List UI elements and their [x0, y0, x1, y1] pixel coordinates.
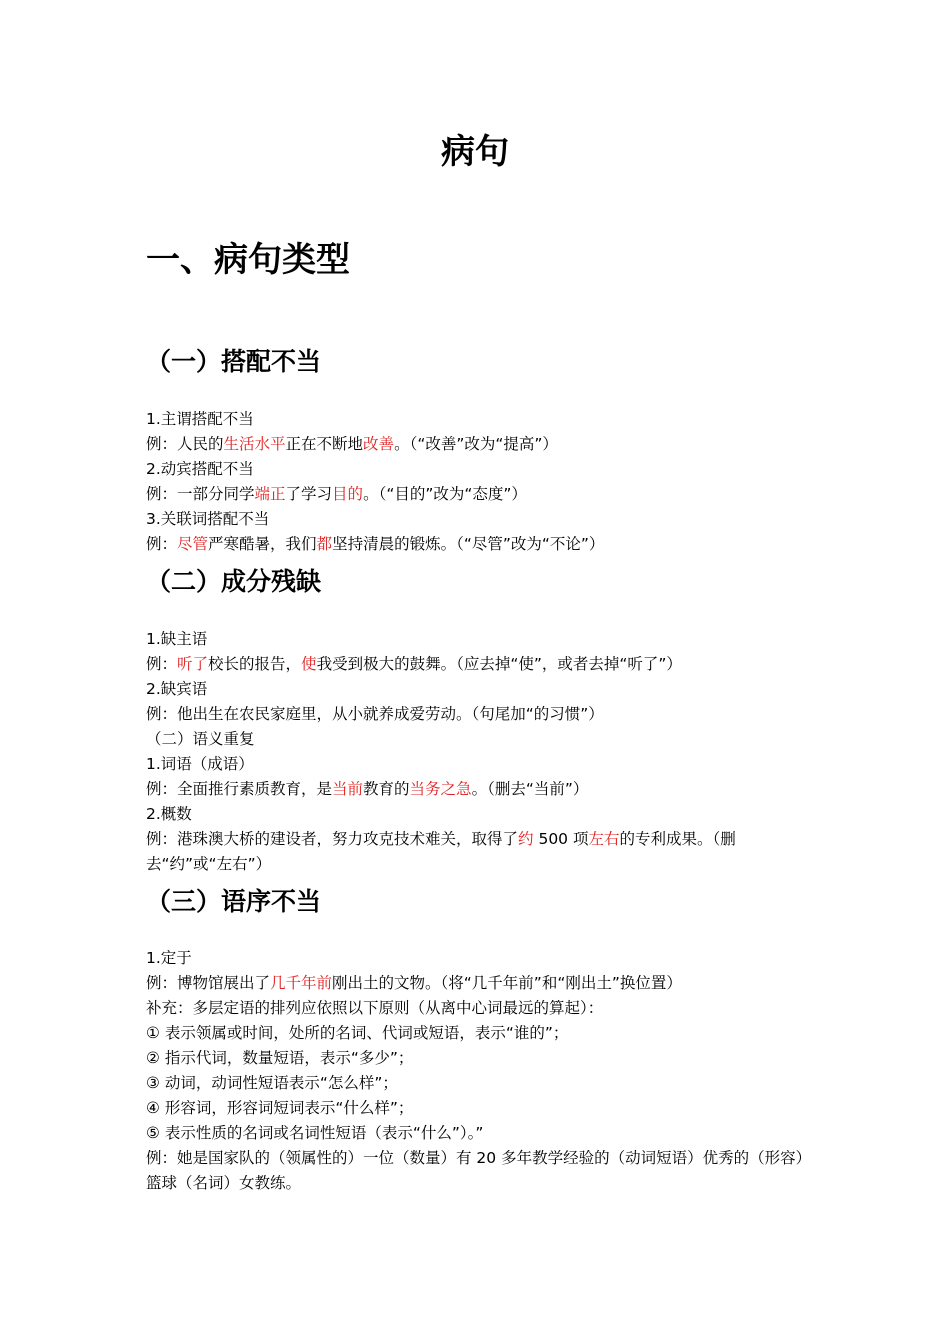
rule-item: ④ 形容词，形容词短词表示“什么样”； [146, 1099, 414, 1117]
subsection-heading-missing: （二）成分残缺 [146, 567, 322, 596]
page-title: 病句 [441, 132, 509, 172]
error-highlight: 改善 [363, 435, 395, 453]
rule-item: ③ 动词，动词性短语表示“怎么样”； [146, 1074, 398, 1092]
example-line: 例：博物馆展出了几千年前刚出土的文物。（将“几千年前”和“刚出土”换位置） [146, 974, 682, 992]
example-line: 例：一部分同学端正了学习目的。（“目的”改为“态度”） [146, 485, 527, 503]
error-highlight: 目的 [332, 485, 364, 503]
error-highlight: 左右 [588, 830, 620, 848]
collocation-content [146, 407, 810, 557]
rule-item: ① 表示领属或时间，处所的名词、代词或短语，表示“谁的”； [146, 1024, 569, 1042]
note-line: 补充：多层定语的排列应依照以下原则（从离中心词最远的算起）： [146, 999, 604, 1017]
subsection-heading-order: （三）语序不当 [146, 887, 322, 916]
example-line: 例：她是国家队的（领属性的）一位（数量）有 20 多年教学经验的（动词短语）优秀的（形容）篮球（名词）女教练。 [146, 1149, 804, 1192]
error-highlight: 都 [316, 535, 333, 553]
error-highlight: 听了 [177, 655, 209, 673]
item-heading: （二）语义重复 [146, 730, 255, 748]
item-heading: 2.缺宾语 [146, 680, 208, 698]
error-highlight: 约 [518, 830, 534, 848]
item-heading: 1.词语（成语） [146, 755, 254, 773]
order-content [146, 946, 810, 1196]
example-line: 例：全面推行素质教育，是当前教育的当务之急。（删去“当前”） [146, 780, 589, 798]
error-highlight: 端正 [254, 485, 286, 503]
subsection-heading-collocation: （一）搭配不当 [146, 347, 322, 376]
error-highlight: 使 [301, 655, 317, 673]
error-highlight: 当务之急 [409, 780, 472, 798]
example-line: 例：尽管严寒酷暑，我们都坚持清晨的锻炼。（“尽管”改为“不论”） [146, 535, 605, 553]
section-heading-types: 一、病句类型 [146, 240, 350, 280]
item-heading: 2.动宾搭配不当 [146, 460, 254, 478]
rule-item: ⑤ 表示性质的名词或名词性短语（表示“什么”）。” [146, 1124, 484, 1142]
missing-content [146, 627, 810, 877]
error-highlight: 尽管 [177, 535, 209, 553]
rule-item: ② 指示代词，数量短语，表示“多少”； [146, 1049, 414, 1067]
item-heading: 2.概数 [146, 805, 192, 823]
error-highlight: 生活水平 [223, 435, 286, 453]
item-heading: 3.关联词搭配不当 [146, 510, 270, 528]
example-line: 例：他出生在农民家庭里，从小就养成爱劳动。（句尾加“的习惯”） [146, 705, 604, 723]
item-heading: 1.定于 [146, 949, 192, 967]
example-line: 例：听了校长的报告，使我受到极大的鼓舞。（应去掉“使”，或者去掉“听了”） [146, 655, 682, 673]
error-highlight: 几千年前 [270, 974, 333, 992]
item-heading: 1.缺主语 [146, 630, 208, 648]
item-heading: 1.主谓搭配不当 [146, 410, 254, 428]
error-highlight: 当前 [332, 780, 364, 798]
example-line: 例：港珠澳大桥的建设者，努力攻克技术难关，取得了约 500 项左右的专利成果。（删去“约”或“左右”） [146, 830, 736, 873]
example-line: 例：人民的生活水平正在不断地改善。（“改善”改为“提高”） [146, 435, 558, 453]
